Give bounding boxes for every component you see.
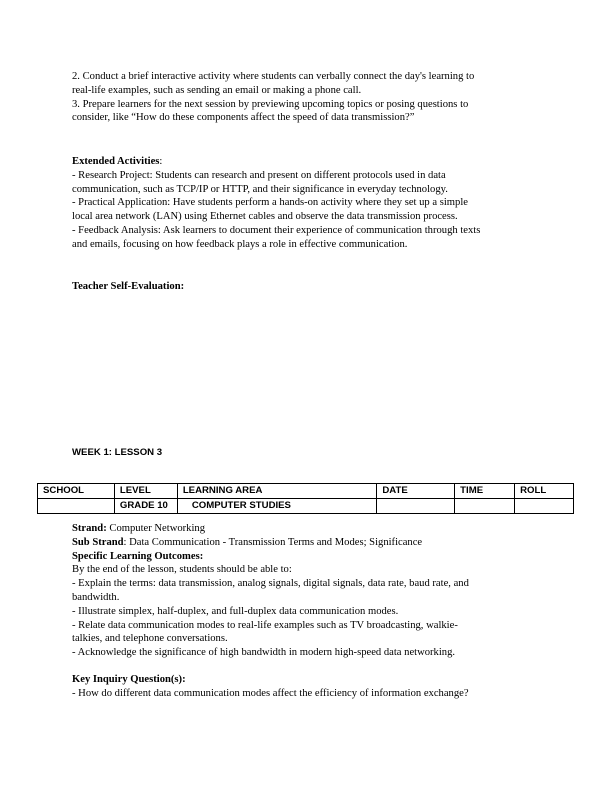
text-line: talkies, and telephone conversations.: [72, 633, 228, 645]
closing-steps-paragraph: [72, 70, 542, 125]
outcomes-heading: Specific Learning Outcomes:: [72, 550, 204, 562]
text-line: - Illustrate simplex, half-duplex, and full-duplex data communication modes.: [72, 605, 399, 617]
self-evaluation-heading: Teacher Self-Evaluation:: [72, 281, 185, 292]
text-line: local area network (LAN) using Ethernet cables and observe the data transmission process.: [72, 211, 458, 223]
table-row: [38, 499, 574, 514]
text-line: - Explain the terms: data transmission, analog signals, digital signals, data rate, baud rate, and: [72, 578, 469, 590]
text-line: - Relate data communication modes to real-life examples such as TV broadcasting, walkie-: [72, 619, 458, 631]
table-cell: [455, 499, 515, 514]
heading-colon: :: [159, 156, 163, 167]
table-header-cell: DATE: [377, 484, 455, 499]
sub-strand-line: [72, 536, 542, 550]
inquiry-heading: Key Inquiry Question(s):: [72, 673, 186, 685]
text-line: 2. Conduct a brief interactive activity where students can verbally connect the day's learning to: [72, 71, 475, 82]
table-cell: [377, 499, 455, 514]
table-cell: GRADE 10: [114, 499, 177, 514]
week-lesson-title: WEEK 1: LESSON 3: [72, 447, 163, 458]
lesson-details: [72, 522, 542, 701]
table-cell: [38, 499, 115, 514]
text-line: - Practical Application: Have students perform a hands-on activity where they set up a simple: [72, 197, 468, 209]
sub-strand-label: Sub Strand: [72, 536, 124, 548]
table-header-cell: ROLL: [515, 484, 574, 499]
table-cell: COMPUTER STUDIES: [177, 499, 377, 514]
table-header-cell: SCHOOL: [38, 484, 115, 499]
strand-label: Strand:: [72, 523, 107, 534]
text-line: real-life examples, such as sending an email or making a phone call.: [72, 84, 362, 96]
table-header-cell: LEARNING AREA: [177, 484, 377, 499]
table-cell: [515, 499, 574, 514]
table-header-cell: LEVEL: [114, 484, 177, 499]
extended-activities-heading: [72, 155, 542, 169]
text-line: and emails, focusing on how feedback plays a role in effective communication.: [72, 238, 408, 250]
text-line: communication, such as TCP/IP or HTTP, and their significance in everyday technology.: [72, 183, 448, 195]
strand-value: Computer Networking: [106, 523, 206, 534]
text-line: - Research Project: Students can research and present on different protocols used in data: [72, 169, 446, 181]
heading-text: Extended Activities: [72, 156, 160, 167]
sub-strand-value: : Data Communication - Transmission Terms and Modes; Significance: [123, 536, 423, 548]
text-line: - Acknowledge the significance of high bandwidth in modern high-speed data networking.: [72, 647, 456, 659]
text-line: - How do different data communication modes affect the efficiency of information exchange?: [72, 687, 469, 699]
text-line: bandwidth.: [72, 591, 120, 603]
text-line: consider, like “How do these components affect the speed of data transmission?”: [72, 112, 415, 124]
spacer: [72, 660, 542, 673]
table-header-row: [38, 484, 574, 499]
text-line: By the end of the lesson, students should be able to:: [72, 564, 292, 576]
table-header-cell: TIME: [455, 484, 515, 499]
lesson-header-table: [37, 483, 574, 514]
extended-activities-section: [72, 155, 542, 252]
text-line: - Feedback Analysis: Ask learners to document their experience of communication through texts: [72, 224, 481, 236]
strand-line: [72, 522, 542, 536]
text-line: 3. Prepare learners for the next session by previewing upcoming topics or posing questions to: [72, 98, 469, 110]
